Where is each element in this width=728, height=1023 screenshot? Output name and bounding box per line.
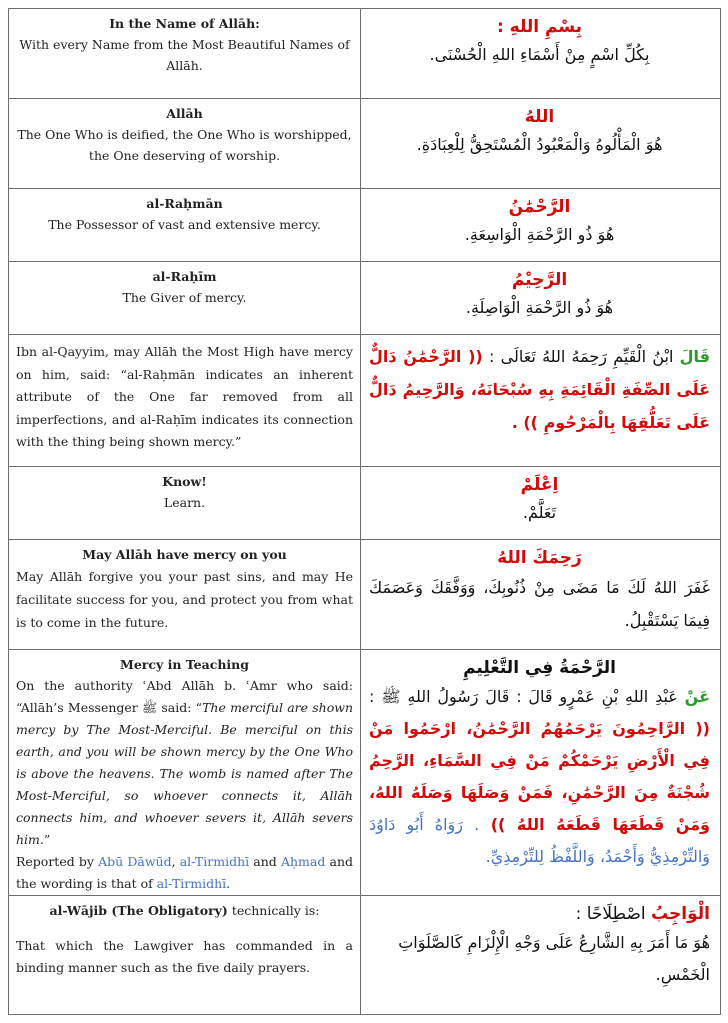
arabic-term: اِعْلَمْ [520,475,559,495]
term-definition: That which the Lawgiver has commanded in a binding manner such as the five daily prayers. [16,938,353,975]
arabic-definition: هُوَ مَا أَمَرَ بِهِ الشَّارِعُ عَلَى وَجْهِ الْإِلْزَامِ كَالصَّلَوَاتِ الْخَمْسِ. [398,933,710,984]
table-row [9,99,721,189]
arabic-definition: هُوَ الْمَأْلُوهُ وَالْمَعْبُودُ الْمُسْتَحِقُّ لِلْعِبَادَةِ. [416,135,663,154]
hadith-intro: On the authority ʿAbd Allāh b. ʿAmr who said: “Allāh’s Messenger ﷺ said: “ [16,678,353,715]
term-heading: al-Raḥīm [152,269,217,284]
term-heading: May Allāh have mercy on you [82,547,287,562]
arabic-an: عَنْ [684,687,710,706]
arabic-qala: قَالَ [679,347,711,366]
english-cell [9,262,361,335]
arabic-hadith-red: (( الرَّاحِمُونَ يَرْحَمُهُمُ الرَّحْمَٰنُ، ارْحَمُوا مَنْ فِي الْأَرْضِ يَرْحَمْكُمْ مَنْ فِي السَّمَاءِ، الرَّحِمُ شُجْنَةٌ مِنَ الرَّحْمَٰنِ، فَمَنْ وَصَلَهَا وَصَلَهُ اللهُ، وَمَنْ قَطَعَهَا قَطَعَهُ اللهُ )) [369,719,710,834]
arabic-cell [361,650,721,896]
hadith-english [16,675,353,851]
term-definition: The One Who is deified, the One Who is worshipped, the One deserving of worship. [17,127,352,163]
ref-text: , [171,854,180,869]
arabic-term-rest: اصْطِلَاحًا : [575,904,652,924]
table-row [9,9,721,99]
ref-link-tirmidhi[interactable]: al-Tirmidhī [179,854,250,869]
arabic-cell [361,9,721,99]
arabic-quote [369,340,710,439]
term-heading-rest: technically is: [227,903,320,918]
quote-close: ” [43,832,51,847]
english-cell [9,9,361,99]
arabic-term: الْوَاجِبُ [651,904,710,924]
arabic-term: الرَّحْمَٰنُ [508,197,571,217]
ref-link-tirmidhi-2[interactable]: al-Tirmidhī [156,876,227,891]
ref-text: and the wording is that of [16,854,354,891]
arabic-cell [361,335,721,467]
arabic-term: الرَّحِيْمُ [511,270,568,290]
term-definition: With every Name from the Most Beautiful Names of Allāh. [19,37,350,73]
arabic-term-line [369,901,710,927]
term-definition: The Possessor of vast and extensive mercy. [48,217,321,232]
glossary-table [8,8,721,1015]
english-cell [9,99,361,189]
english-cell [9,540,361,650]
arabic-heading: الرَّحْمَةُ فِي التَّعْلِيمِ [463,658,616,678]
english-cell [9,467,361,540]
hadith-arabic [369,681,710,873]
arabic-definition: هُوَ ذُو الرَّحْمَةِ الْوَاسِعَةِ. [464,225,615,244]
ref-text: and [249,854,281,869]
arabic-term: اللهُ [524,107,555,127]
arabic-cell [361,262,721,335]
arabic-reference: . رَوَاهُ أَبُو دَاوُدَ وَالتِّرْمِذِيُّ وَأَحْمَدُ، وَاللَّفْظُ لِلتِّرْمِذِيِّ. [369,815,710,866]
term-definition: Learn. [163,495,206,510]
arabic-cell [361,896,721,1015]
table-row [9,540,721,650]
arabic-cell [361,99,721,189]
term-heading: Know! [162,474,207,489]
arabic-intro: ابْنُ الْقَيِّمِ رَحِمَهُ اللهُ تَعَالَى : [482,347,680,366]
hadith-reference [16,851,353,895]
quote-text: Ibn al-Qayyim, may Allāh the Most High have mercy on him, said: “al-Raḥmān indicates an inherent attribute of the One far removed from all imperfections, and al-Raḥīm indicates its connection with the thing being shown mercy.” [16,344,353,449]
term-definition: The Giver of mercy. [122,290,247,305]
ref-text: . [226,876,231,891]
arabic-definition: تَعَلَّمْ. [522,503,557,522]
english-cell [9,335,361,467]
ref-link-abu-dawud[interactable]: Abū Dāwūd [98,854,172,869]
ref-text: Reported by [16,854,99,869]
term-heading: al-Wājib (The Obligatory) [49,903,228,918]
arabic-cell [361,467,721,540]
english-cell [9,650,361,896]
arabic-definition: غَفَرَ اللهُ لَكَ مَا مَضَى مِنْ ذُنُوبِكَ، وَوَفَّقَكَ وَعَصَمَكَ فِيمَا يَسْتَقْبِلُ. [369,578,710,630]
table-row [9,650,721,896]
table-row [9,189,721,262]
arabic-cell [361,189,721,262]
arabic-definition: بِكُلِّ اسْمٍ مِنْ أَسْمَاءِ اللهِ الْحُسْنَى. [429,45,650,64]
ref-link-ahmad[interactable]: Aḥmad [280,854,326,869]
arabic-intro: عَبْدِ اللهِ بْنِ عَمْرٍو قَالَ : قَالَ رَسُولُ اللهِ ﷺ : [369,687,685,706]
english-cell [9,896,361,1015]
term-heading-line [16,900,353,921]
hadith-quote: The merciful are shown mercy by The Most-Merciful. Be merciful on this earth, and you will be shown mercy by the One Who is above the heavens. The womb is named after The Most-Merciful, so whoever connects it, Allāh connects him, and whoever severs it, Allāh severs him. [16,700,354,847]
arabic-term: رَحِمَكَ اللهُ [497,548,582,568]
term-heading: al-Raḥmān [146,196,223,211]
table-row [9,896,721,1015]
arabic-cell [361,540,721,650]
table-row [9,262,721,335]
arabic-definition: هُوَ ذُو الرَّحْمَةِ الْوَاصِلَةِ. [465,298,614,317]
table-row [9,335,721,467]
arabic-quote-red: (( الرَّحْمَٰنُ دَالٌّ عَلَى الصِّفَةِ الْقَائِمَةِ بِهِ سُبْحَانَهُ، وَالرَّحِيمُ دَالٌّ عَلَى تَعَلُّقِهَا بِالْمَرْحُومِ )) . [369,347,710,432]
term-heading: Allāh [166,106,203,121]
table-row [9,467,721,540]
arabic-term: بِسْمِ اللهِ : [496,17,583,37]
english-cell [9,189,361,262]
term-definition: May Allāh forgive you your past sins, and may He facilitate success for you, and protect you from what is to come in the future. [16,569,353,630]
term-heading: Mercy in Teaching [120,657,249,672]
term-heading: In the Name of Allāh: [109,16,260,31]
